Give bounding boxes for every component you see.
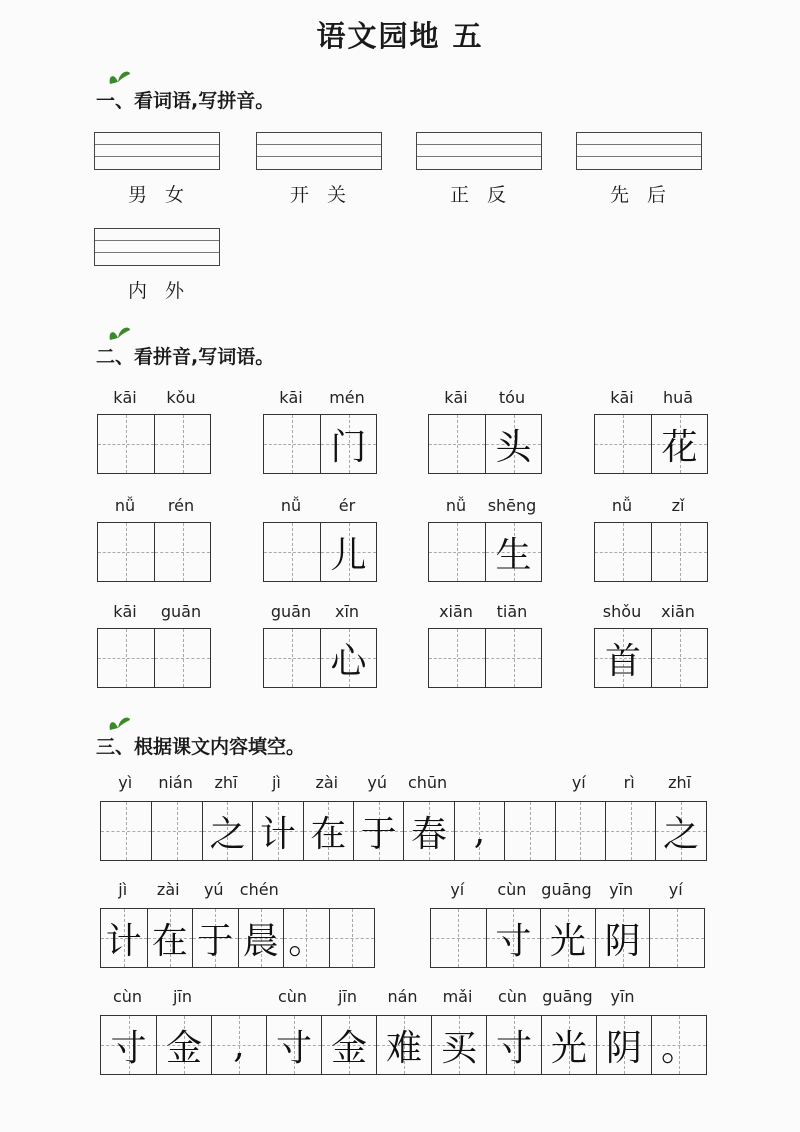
tianzige-cell[interactable]: [540, 909, 595, 967]
tianzige-cell[interactable]: [431, 909, 486, 967]
tianzige-cell[interactable]: [486, 909, 541, 967]
pinyin-label: guān: [160, 602, 202, 621]
pinyin-label: zǐ: [671, 496, 685, 515]
leaf-icon: [104, 68, 132, 91]
pinyin-label: nǚ: [280, 496, 302, 515]
tianzige-cell[interactable]: [596, 1016, 651, 1074]
tianzige-grid: [428, 628, 542, 688]
cell-char: 春: [411, 813, 448, 855]
tianzige-cell[interactable]: [431, 1016, 486, 1074]
tianzige-cell[interactable]: [595, 629, 651, 687]
tianzige-cell[interactable]: [651, 629, 707, 687]
pinyin-label: tiān: [496, 602, 528, 621]
tianzige-cell[interactable]: [101, 802, 151, 860]
guide-line: [417, 156, 541, 157]
cell-char: 金: [330, 1027, 367, 1069]
cell-char: 头: [495, 426, 532, 468]
tianzige-grid: [97, 628, 211, 688]
pinyin-label: yí: [571, 773, 586, 792]
pinyin-label: nǚ: [114, 496, 136, 515]
tianzige-cell[interactable]: [320, 523, 376, 581]
leaf-icon: [104, 324, 132, 347]
tianzige-cell[interactable]: [238, 909, 284, 967]
pinyin-label: kāi: [279, 388, 303, 407]
cell-char: 生: [495, 534, 532, 576]
section-3-heading: 三、根据课文内容填空。: [96, 732, 305, 759]
tianzige-cell[interactable]: [649, 909, 704, 967]
pinyin-label: jì: [271, 773, 281, 792]
tianzige-cell[interactable]: [192, 909, 238, 967]
word-label: 正反: [449, 184, 524, 206]
guide-line: [95, 156, 219, 157]
pinyin-label: yí: [450, 880, 465, 899]
tianzige-cell[interactable]: [154, 523, 210, 581]
tianzige-cell[interactable]: [454, 802, 504, 860]
pinyin-label: nián: [158, 773, 193, 792]
cell-char: 儿: [330, 534, 367, 576]
tianzige-grid: [263, 522, 377, 582]
tianzige-cell[interactable]: [403, 802, 453, 860]
tianzige-cell[interactable]: [329, 909, 375, 967]
cell-char: 金: [165, 1027, 202, 1069]
pinyin-label: jīn: [172, 987, 193, 1006]
pinyin-label: kǒu: [166, 388, 196, 407]
pinyin-label: rén: [167, 496, 195, 515]
tianzige-cell[interactable]: [147, 909, 193, 967]
cell-char: 阴: [605, 1027, 642, 1069]
guide-line: [257, 144, 381, 145]
cell-char: 寸: [110, 1027, 147, 1069]
tianzige-cell[interactable]: [156, 1016, 211, 1074]
pinyin-label: rì: [623, 773, 635, 792]
pinyin-label: shǒu: [602, 602, 642, 621]
pinyin-label: cùn: [497, 880, 527, 899]
tianzige-cell[interactable]: [595, 523, 651, 581]
pinyin-label: mǎi: [442, 987, 473, 1006]
tianzige-cell[interactable]: [353, 802, 403, 860]
tianzige-grid: [594, 522, 708, 582]
cell-char: 晨: [242, 920, 279, 962]
tianzige-cell[interactable]: [595, 415, 651, 473]
cell-char: 之: [662, 813, 699, 855]
pinyin-label: guāng: [541, 880, 592, 899]
pinyin-label: chén: [239, 880, 279, 899]
word-label: 先后: [609, 184, 684, 206]
guide-line: [95, 144, 219, 145]
tianzige-cell[interactable]: [429, 629, 485, 687]
tianzige-cell[interactable]: [151, 802, 201, 860]
pinyin-label: nán: [387, 987, 418, 1006]
tianzige-cell[interactable]: [651, 523, 707, 581]
tianzige-row: [430, 908, 705, 968]
tianzige-cell[interactable]: [303, 802, 353, 860]
pinyin-label: zhī: [668, 773, 692, 792]
word-label: 内外: [127, 280, 202, 302]
pinyin-writing-lines[interactable]: [256, 132, 382, 170]
pinyin-label: cùn: [112, 987, 143, 1006]
tianzige-cell[interactable]: [101, 1016, 156, 1074]
pinyin-label: yú: [203, 880, 224, 899]
cell-char: 门: [330, 426, 367, 468]
section-2-heading: 二、看拼音,写词语。: [96, 342, 274, 369]
cell-char: 光: [550, 1027, 587, 1069]
tianzige-cell[interactable]: [264, 523, 320, 581]
guide-line: [417, 144, 541, 145]
pinyin-label: xīn: [334, 602, 360, 621]
pinyin-label: zài: [156, 880, 180, 899]
pinyin-label: kāi: [610, 388, 634, 407]
tianzige-grid: [594, 414, 708, 474]
tianzige-cell[interactable]: [605, 802, 655, 860]
pinyin-label: kāi: [444, 388, 468, 407]
tianzige-grid: [594, 628, 708, 688]
pinyin-label: mén: [329, 388, 365, 407]
pinyin-label: ér: [338, 496, 356, 515]
pinyin-label: kāi: [113, 388, 137, 407]
tianzige-grid: [97, 522, 211, 582]
tianzige-grid: [263, 628, 377, 688]
tianzige-cell[interactable]: [264, 415, 320, 473]
pinyin-label: yì: [118, 773, 133, 792]
cell-char: 光: [549, 920, 586, 962]
tianzige-cell[interactable]: [266, 1016, 321, 1074]
pinyin-writing-lines[interactable]: [94, 228, 220, 266]
tianzige-cell[interactable]: [98, 629, 154, 687]
guide-line: [577, 144, 701, 145]
cell-char: 花: [661, 426, 698, 468]
pinyin-label: cùn: [277, 987, 308, 1006]
tianzige-cell[interactable]: [651, 415, 707, 473]
tianzige-grid: [97, 414, 211, 474]
guide-line: [577, 156, 701, 157]
pinyin-label: yīn: [609, 880, 634, 899]
cell-char: 于: [360, 813, 397, 855]
leaf-icon: [104, 714, 132, 737]
tianzige-cell[interactable]: [154, 629, 210, 687]
tianzige-cell[interactable]: [595, 909, 650, 967]
tianzige-cell[interactable]: [98, 415, 154, 473]
cell-char: 寸: [495, 1027, 532, 1069]
pinyin-label: tóu: [498, 388, 526, 407]
pinyin-label: yí: [668, 880, 683, 899]
tianzige-cell[interactable]: [154, 415, 210, 473]
cell-char: 在: [151, 920, 188, 962]
tianzige-cell[interactable]: [504, 802, 554, 860]
cell-char: ,: [473, 810, 486, 852]
word-label: 开关: [289, 184, 364, 206]
tianzige-grid: [428, 414, 542, 474]
pinyin-label: guān: [270, 602, 312, 621]
tianzige-cell[interactable]: [651, 1016, 706, 1074]
tianzige-cell[interactable]: [283, 909, 329, 967]
cell-char: ,: [233, 1024, 245, 1066]
cell-char: 首: [604, 640, 641, 682]
tianzige-cell[interactable]: [211, 1016, 266, 1074]
tianzige-row: [100, 1015, 707, 1075]
cell-char: 计: [105, 920, 142, 962]
cell-char: 寸: [275, 1027, 312, 1069]
tianzige-cell[interactable]: [320, 415, 376, 473]
pinyin-label: xiān: [439, 602, 473, 621]
pinyin-label: huā: [662, 388, 694, 407]
tianzige-cell[interactable]: [320, 629, 376, 687]
cell-char: 计: [259, 813, 296, 855]
pinyin-label: cùn: [497, 987, 528, 1006]
guide-line: [257, 156, 381, 157]
pinyin-label: zhī: [214, 773, 238, 792]
pinyin-writing-lines[interactable]: [576, 132, 702, 170]
tianzige-grid: [263, 414, 377, 474]
tianzige-cell[interactable]: [429, 523, 485, 581]
tianzige-row: [100, 908, 375, 968]
pinyin-label: nǚ: [445, 496, 467, 515]
pinyin-label: kāi: [113, 602, 137, 621]
pinyin-label: jì: [118, 880, 128, 899]
cell-char: 。: [288, 920, 325, 962]
cell-char: 之: [209, 813, 246, 855]
tianzige-cell[interactable]: [485, 415, 541, 473]
pinyin-label: nǚ: [611, 496, 633, 515]
page-title: 语文园地 五: [316, 19, 484, 53]
tianzige-cell[interactable]: [485, 629, 541, 687]
pinyin-label: yīn: [610, 987, 635, 1006]
tianzige-cell[interactable]: [485, 523, 541, 581]
cell-char: 难: [385, 1027, 422, 1069]
pinyin-writing-lines[interactable]: [94, 132, 220, 170]
pinyin-label: shēng: [487, 496, 537, 515]
pinyin-label: jīn: [337, 987, 358, 1006]
cell-char: 。: [660, 1027, 697, 1069]
tianzige-cell[interactable]: [264, 629, 320, 687]
tianzige-cell[interactable]: [321, 1016, 376, 1074]
tianzige-grid: [428, 522, 542, 582]
word-label: 男女: [127, 184, 202, 206]
pinyin-label: chūn: [407, 773, 448, 792]
section-1-heading: 一、看词语,写拼音。: [96, 86, 274, 113]
pinyin-label: xiān: [661, 602, 695, 621]
pinyin-label: yú: [367, 773, 387, 792]
cell-char: 买: [440, 1027, 477, 1069]
cell-char: 于: [197, 920, 234, 962]
tianzige-cell[interactable]: [655, 802, 705, 860]
tianzige-row: [100, 801, 707, 861]
cell-char: 心: [330, 640, 367, 682]
tianzige-cell[interactable]: [202, 802, 252, 860]
tianzige-cell[interactable]: [98, 523, 154, 581]
pinyin-label: zài: [315, 773, 339, 792]
cell-char: 阴: [604, 920, 641, 962]
tianzige-cell[interactable]: [486, 1016, 541, 1074]
tianzige-cell[interactable]: [376, 1016, 431, 1074]
cell-char: 在: [310, 813, 347, 855]
tianzige-cell[interactable]: [429, 415, 485, 473]
tianzige-cell[interactable]: [101, 909, 147, 967]
cell-char: 寸: [495, 920, 532, 962]
guide-line: [95, 240, 219, 241]
tianzige-cell[interactable]: [555, 802, 605, 860]
tianzige-cell[interactable]: [541, 1016, 596, 1074]
pinyin-writing-lines[interactable]: [416, 132, 542, 170]
guide-line: [95, 252, 219, 253]
tianzige-cell[interactable]: [252, 802, 302, 860]
pinyin-label: guāng: [542, 987, 593, 1006]
